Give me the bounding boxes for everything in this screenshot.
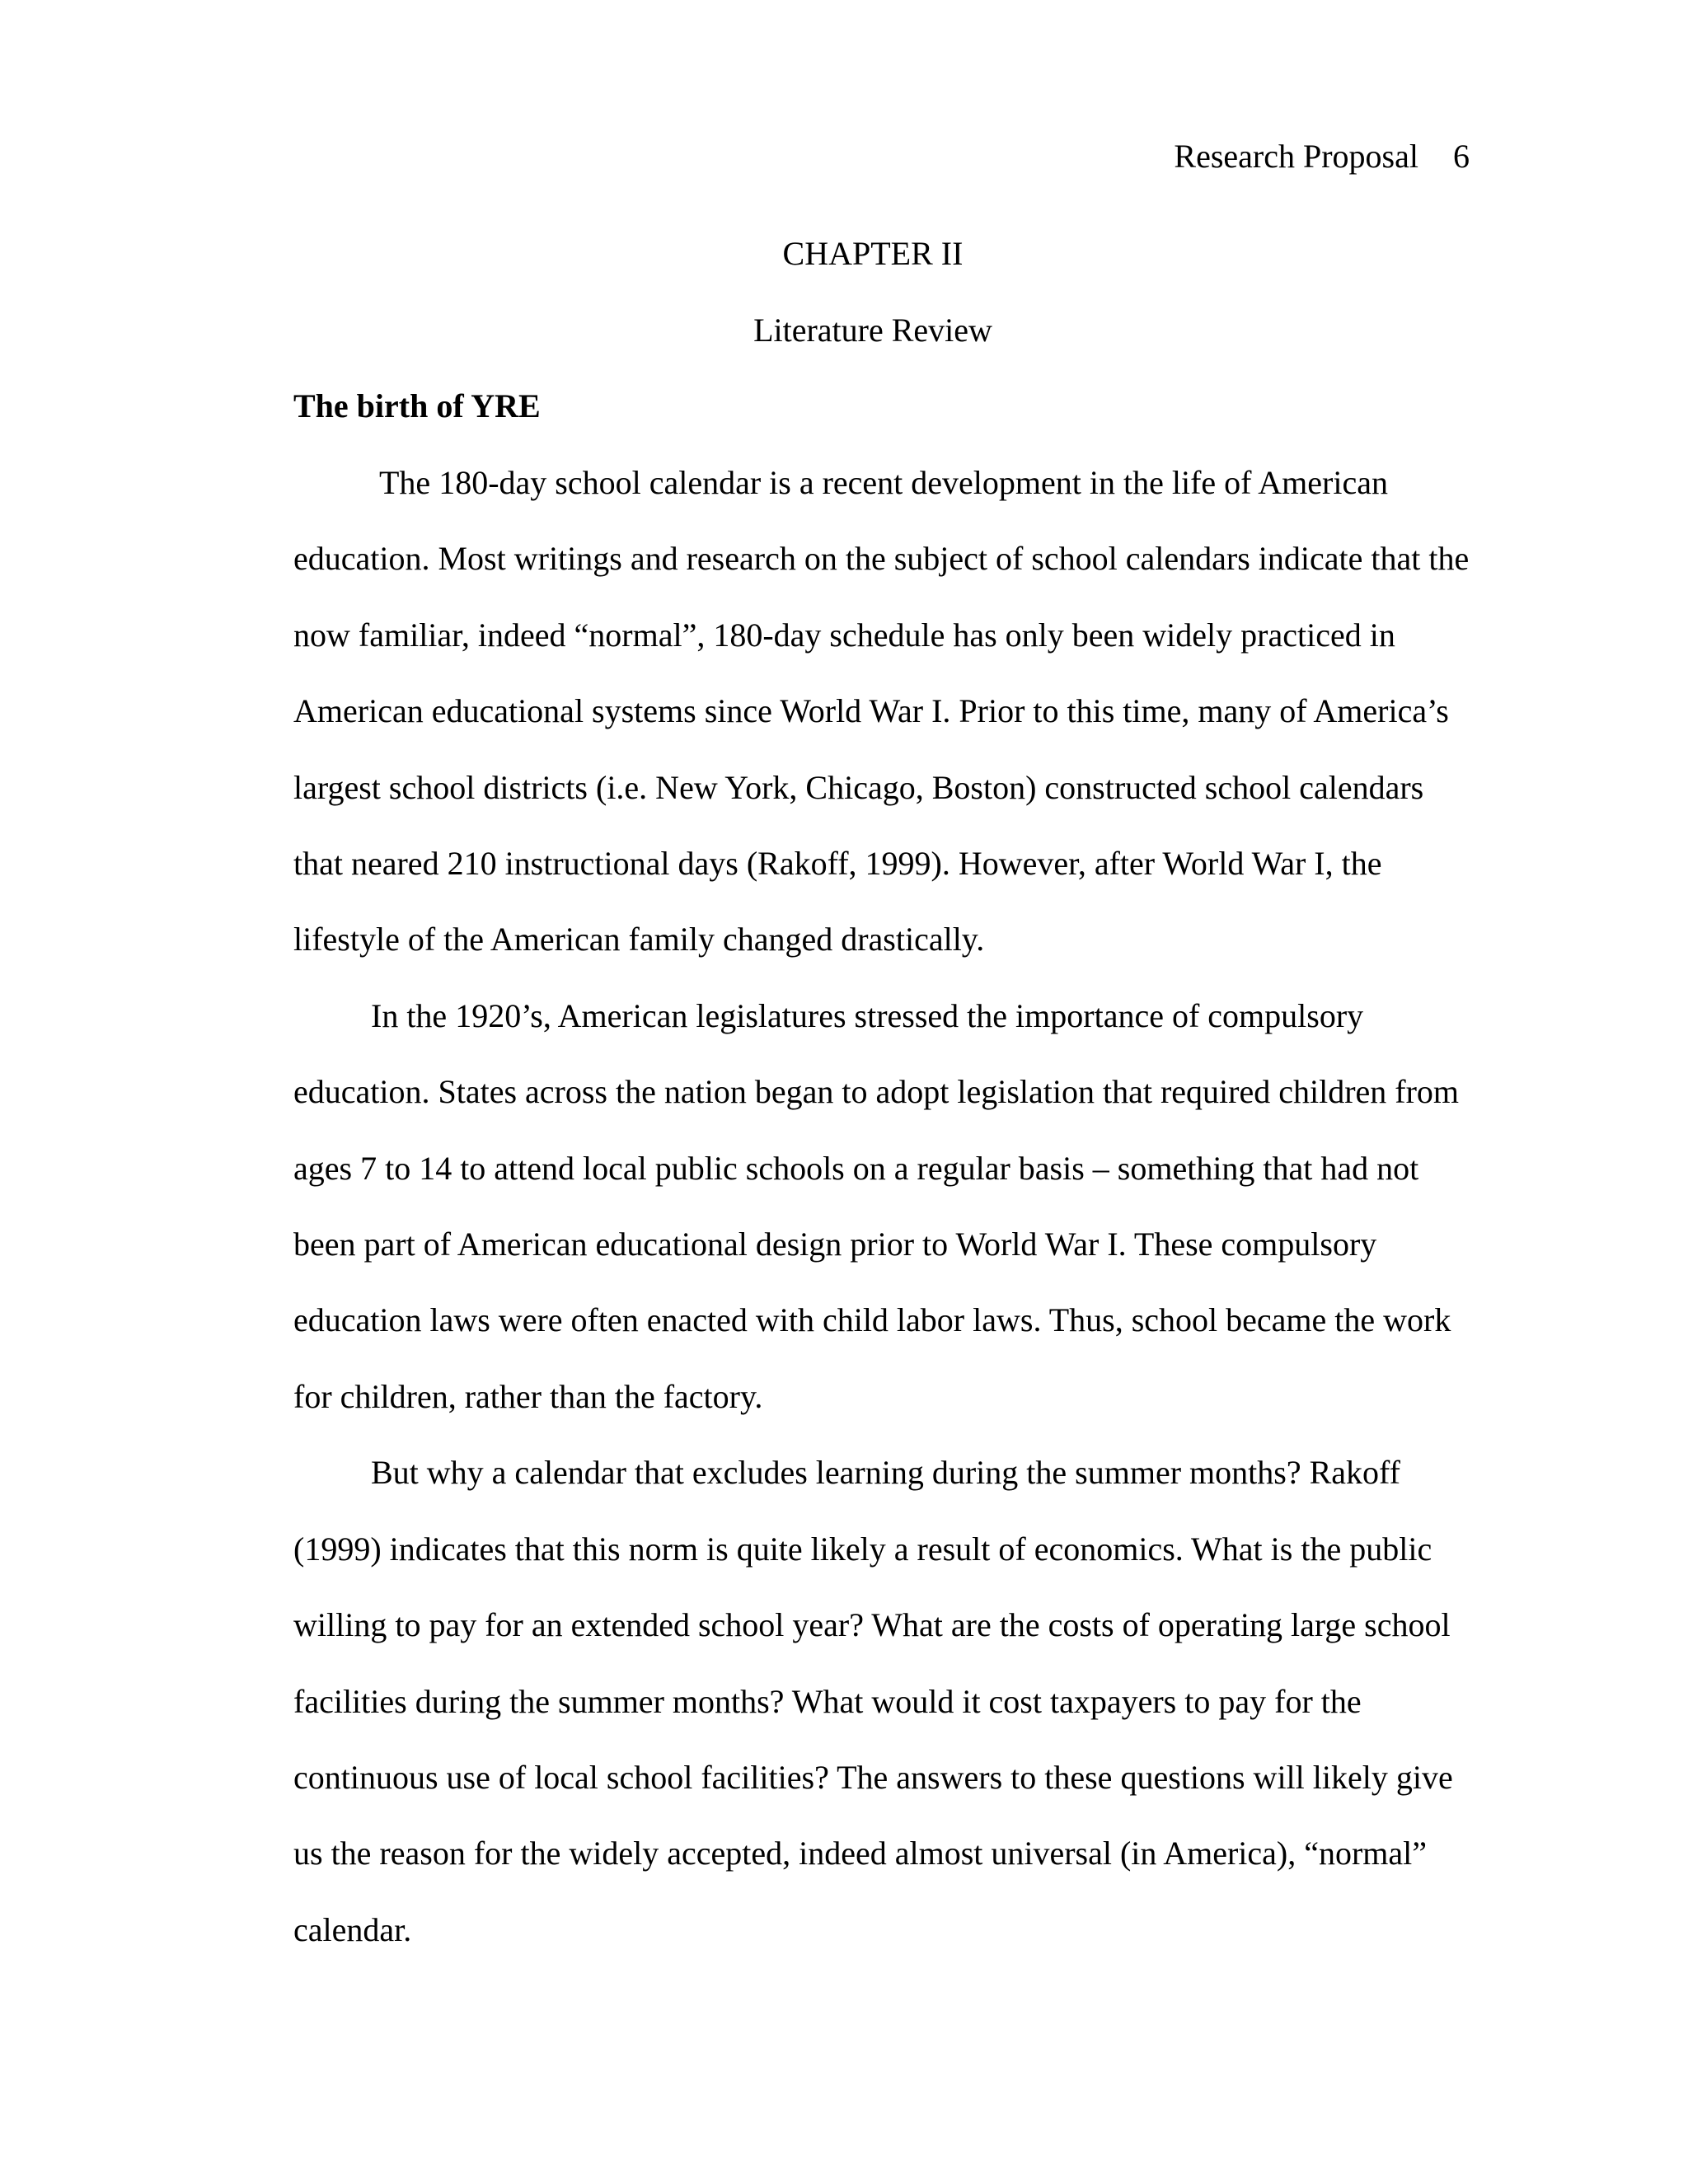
section-heading: The birth of YRE <box>293 387 541 424</box>
chapter-title: Literature Review <box>753 312 992 349</box>
body-text <box>293 445 1480 1968</box>
running-head-title: Research Proposal <box>1174 138 1418 175</box>
running-head <box>1174 137 1470 176</box>
chapter-number: CHAPTER II <box>782 235 964 272</box>
paragraph-1: The 180-day school calendar is a recent development in the life of American education. Most writings and research on the subject of school calendars indicate that the now familiar, indeed “normal”, 180-day schedule has only been widely practiced in American educational systems since World War I. Prior to this time, many of America’s largest school districts (i.e. New York, Chicago, Boston) constructed school calendars that neared 210 instructional days (Rakoff, 1999). However, after World War I, the lifestyle of the American family changed drastically. <box>293 464 1470 958</box>
paragraph-2: In the 1920’s, American legislatures stressed the importance of compulsory education. States across the nation began to adopt legislation that required children from ages 7 to 14 to attend local public schools on a regular basis – something that had not been part of American educational design prior to World War I. These compulsory education laws were often enacted with child labor laws. Thus, school became the work for children, rather than the factory. <box>293 996 1460 1415</box>
page-number: 6 <box>1453 138 1470 175</box>
paragraph-3: But why a calendar that excludes learning during the summer months? Rakoff (1999) indicates that this norm is quite likely a result of economics. What is the public willing to pay for an extended school year? What are the costs of operating large school facilities during the summer months? What would it cost taxpayers to pay for the continuous use of local school facilities? The answers to these questions will likely give us the reason for the widely accepted, indeed almost universal (in America), “normal” calendar. <box>293 1454 1453 1948</box>
